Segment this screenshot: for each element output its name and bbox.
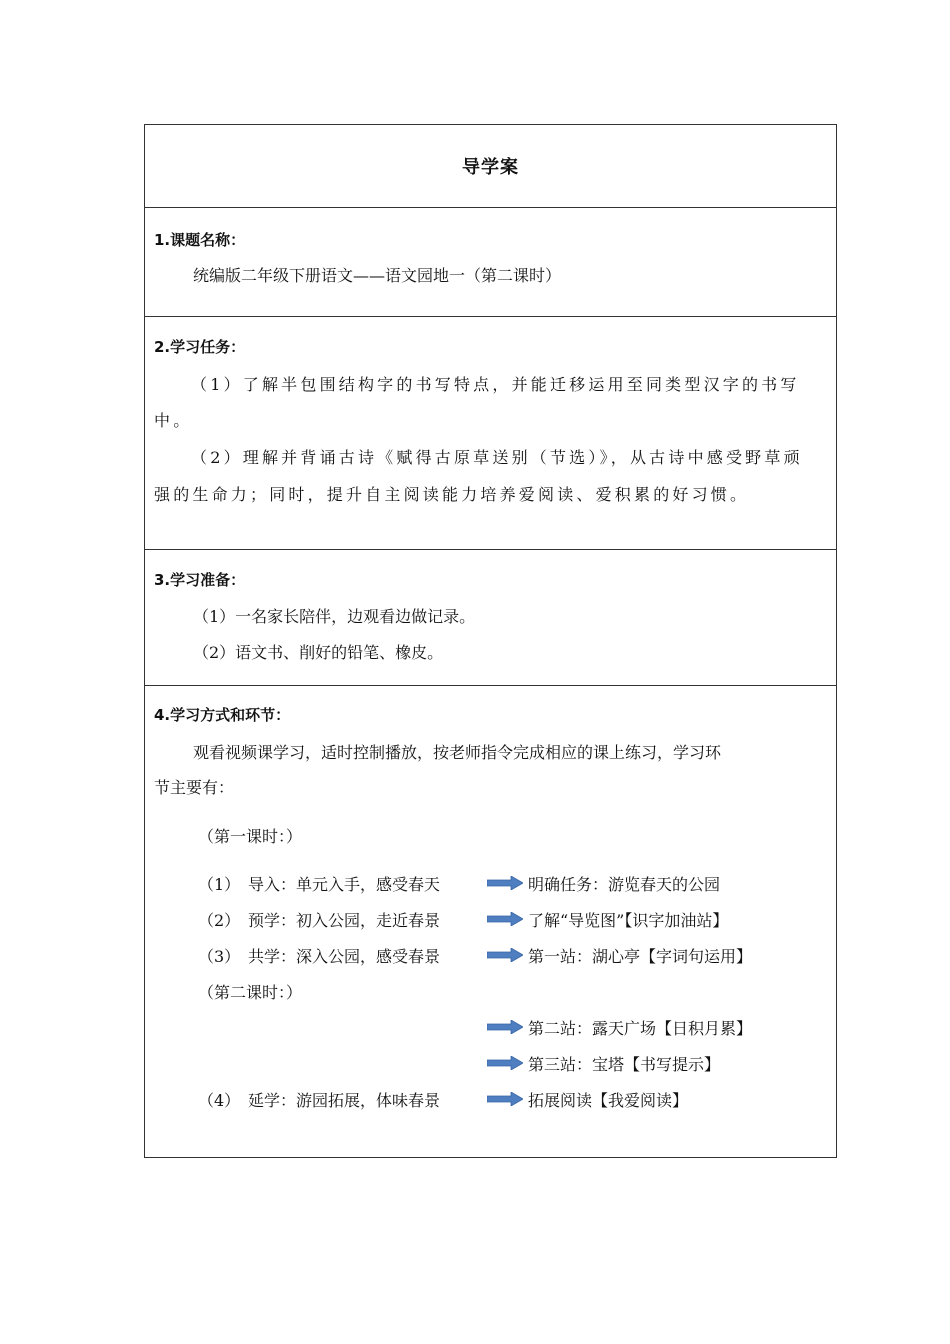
- task-item-cont: 强的生命力；同时，提升自主阅读能力培养爱阅读、爱积累的好习惯。: [154, 485, 750, 504]
- prep-item: （2）语文书、削好的铅笔、橡皮。: [193, 643, 444, 662]
- step-left: 共学：深入公园，感受春景: [248, 947, 441, 966]
- section-tasks: [145, 317, 836, 550]
- step-right: 明确任务：游览春天的公园: [528, 875, 721, 894]
- lesson2-label: （第二课时：）: [198, 983, 303, 1002]
- lesson1-label: （第一课时：）: [198, 827, 303, 846]
- intro-text-cont: 节主要有：: [154, 778, 235, 797]
- guide-table: [144, 124, 837, 1158]
- task-item: （2）理解并背诵古诗《赋得古原草送别（节选）》，从古诗中感受野草顽: [191, 448, 803, 467]
- step-left: 预学：初入公园，走近春景: [248, 911, 441, 930]
- task-item: （1）了解半包围结构字的书写特点，并能迁移运用至同类型汉字的书写: [191, 375, 800, 394]
- step-number: （4）: [198, 1091, 241, 1110]
- section-topic: [145, 208, 836, 317]
- task-item-cont: 中。: [154, 411, 193, 430]
- step-right: 拓展阅读【我爱阅读】: [528, 1091, 689, 1110]
- arrow-right-icon: [487, 1056, 523, 1070]
- section-heading: 3.学习准备：: [154, 571, 246, 589]
- section-method: [145, 686, 836, 1157]
- section-prep: [145, 550, 836, 686]
- arrow-right-icon: [487, 912, 523, 926]
- step-left: 导入：单元入手，感受春天: [248, 875, 441, 894]
- title-row: [145, 125, 836, 208]
- section-heading: 1.课题名称：: [154, 231, 246, 249]
- step-number: （3）: [198, 947, 241, 966]
- section-heading: 2.学习任务：: [154, 338, 246, 356]
- step-number: （2）: [198, 911, 241, 930]
- step-right: 第一站：湖心亭【字词句运用】: [528, 947, 753, 966]
- step-right: 第三站：宝塔【书写提示】: [528, 1055, 721, 1074]
- arrow-right-icon: [487, 1020, 523, 1034]
- prep-item: （1）一名家长陪伴，边观看边做记录。: [193, 607, 476, 626]
- step-right: 第二站：露天广场【日积月累】: [528, 1019, 753, 1038]
- section-heading: 4.学习方式和环节：: [154, 706, 291, 724]
- topic-text: 统编版二年级下册语文——语文园地一（第二课时）: [193, 266, 562, 285]
- intro-text: 观看视频课学习，适时控制播放，按老师指令完成相应的课上练习，学习环: [193, 743, 722, 762]
- arrow-right-icon: [487, 876, 523, 890]
- step-right: 了解“导览图”【识字加油站】: [528, 911, 729, 930]
- page-title: 导学案: [462, 157, 519, 178]
- step-number: （1）: [198, 875, 241, 894]
- arrow-right-icon: [487, 948, 523, 962]
- arrow-right-icon: [487, 1092, 523, 1106]
- step-left: 延学：游园拓展，体味春景: [248, 1091, 441, 1110]
